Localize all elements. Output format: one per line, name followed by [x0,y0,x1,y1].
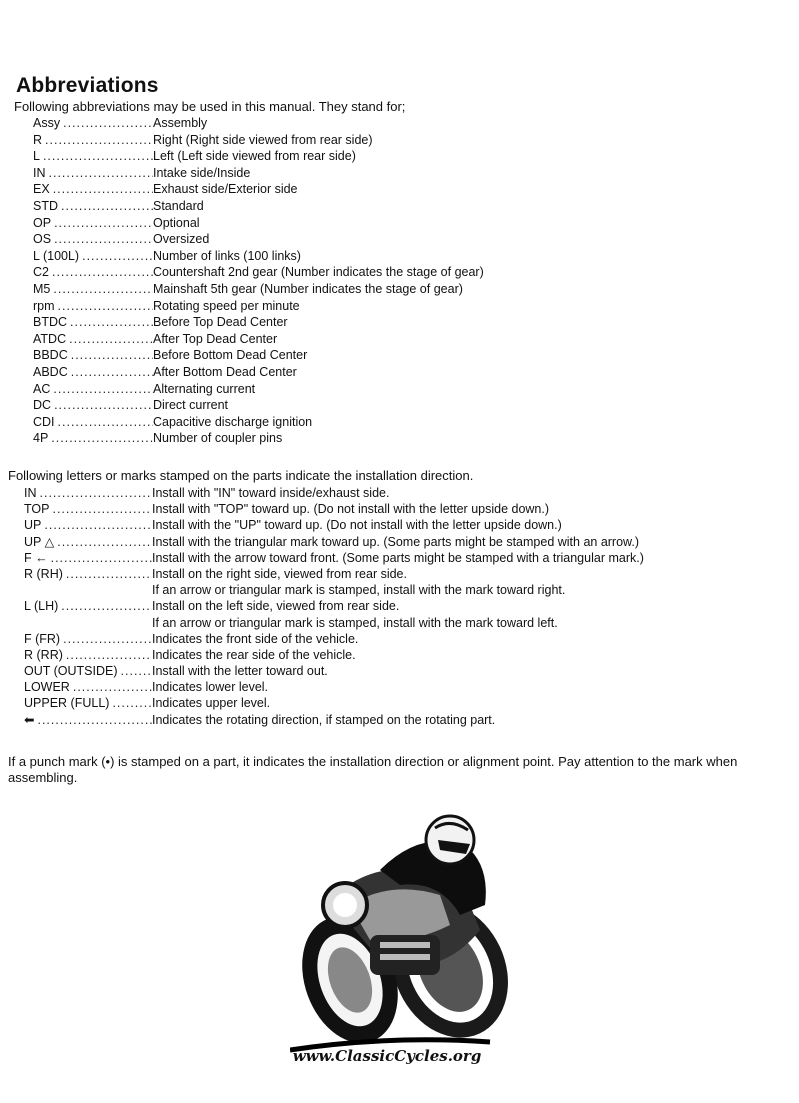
abbreviation-term-cell [33,430,153,447]
leader-dots [71,364,153,381]
abbreviation-row [33,314,593,331]
mark-description: Indicates lower level. [152,680,269,695]
mark-description: Install with the triangular mark toward up. (Some parts might be stamped with an arrow.) [152,534,640,549]
abbreviation-term: DC [33,398,52,413]
abbreviation-term: BBDC [33,348,68,363]
abbreviation-row [33,148,593,165]
abbreviation-row [33,248,593,265]
abbreviation-term-cell [33,132,153,149]
abbreviation-row [33,381,593,398]
leader-dots [54,215,153,232]
mark-description: Install with the arrow toward front. (Some parts might be stamped with a triangular mark.) [152,550,644,565]
mark-term: F (FR) [24,631,61,646]
mark-row [24,485,784,501]
abbreviation-definition: Before Top Dead Center [153,315,288,330]
abbreviation-term-cell [33,281,153,298]
abbreviation-term-cell [33,215,153,232]
mark-term-cell [24,501,152,517]
abbreviation-definition: Exhaust side/Exterior side [153,182,298,197]
abbreviation-row [33,181,593,198]
mark-row [24,501,784,517]
mark-term: UP [24,518,42,533]
abbreviation-term-cell [33,381,153,398]
leader-dots [58,298,153,315]
mark-term-cell [24,679,152,695]
abbreviation-definition: After Bottom Dead Center [153,364,297,379]
abbreviation-term-cell [33,248,153,265]
abbreviation-term-cell [33,198,153,215]
abbreviation-term: Assy [33,116,61,130]
abbreviation-term-cell [33,181,153,198]
abbreviation-definition: Direct current [153,398,229,413]
mark-row [24,598,784,614]
mark-term: UPPER (FULL) [24,696,110,711]
abbreviation-definition: Oversized [153,232,210,247]
abbreviation-row [33,165,593,182]
mark-description: Indicates upper level. [152,696,271,711]
abbreviation-term: ABDC [33,364,68,379]
abbreviation-row [33,132,593,149]
punch-mark-note: If a punch mark (•) is stamped on a part, it indicates the installation direction or alignment point. Pay attention to the mark when assembling. [8,754,738,785]
abbreviation-term-cell [33,115,153,132]
mark-term-cell [24,534,152,550]
mark-row [24,550,784,566]
abbreviation-term-cell [33,331,153,348]
abbreviation-row [33,231,593,248]
leader-dots [53,281,153,298]
leader-dots [53,181,153,198]
abbreviation-row [33,115,593,132]
mark-row [24,534,784,550]
abbreviation-term-cell [33,364,153,381]
leader-dots [57,534,152,550]
mark-description: Install with the letter toward out. [152,664,328,679]
mark-description: Install with the "UP" toward up. (Do not install with the letter upside down.) [152,518,562,533]
abbreviation-term: STD [33,198,58,213]
abbreviation-row [33,331,593,348]
abbreviation-term: C2 [33,265,49,280]
abbreviation-term-cell [33,264,153,281]
marks-list [24,485,784,728]
abbreviation-definition: Number of links (100 links) [153,248,301,263]
mark-term: R (RH) [24,566,63,581]
mark-description: Install on the right side, viewed from rear side. [152,566,407,581]
abbreviation-definition: Before Bottom Dead Center [153,348,308,363]
motorcycle-rider-illustration [290,810,530,1060]
leader-dots [66,647,152,663]
mark-description: Indicates the front side of the vehicle. [152,631,359,646]
mark-description-continued: If an arrow or triangular mark is stamped, install with the mark toward left. [152,615,558,630]
leader-dots [63,631,152,647]
mark-term: ⬅ [24,712,35,727]
abbreviation-definition: Optional [153,215,200,230]
abbreviation-term-cell [33,298,153,315]
mark-description: Install on the left side, viewed from rear side. [152,599,400,614]
abbreviation-definition: Alternating current [153,381,256,396]
abbreviation-term-cell [33,397,153,414]
abbreviation-definition: Countershaft 2nd gear (Number indicates the stage of gear) [153,265,484,280]
mark-term: TOP [24,502,50,517]
leader-dots [54,231,153,248]
leader-dots [70,314,153,331]
mark-row [24,517,784,533]
abbreviation-row [33,414,593,431]
abbreviation-term: M5 [33,281,51,296]
abbreviation-term: ATDC [33,331,67,346]
mark-row [24,663,784,679]
abbreviation-row [33,215,593,232]
leader-dots [82,248,153,265]
mark-term: UP △ [24,534,55,549]
abbreviation-term: OS [33,232,52,247]
page-title: Abbreviations [16,74,159,97]
mark-term: R (RR) [24,647,63,662]
abbreviation-term: L [33,149,40,164]
leader-dots [52,264,153,281]
abbreviation-term-cell [33,347,153,364]
abbreviation-row [33,430,593,447]
mark-term: L (LH) [24,599,59,614]
leader-dots [51,550,152,566]
leader-dots [61,198,153,215]
mark-description: Install with "IN" toward inside/exhaust side. [152,486,390,500]
mark-description: Indicates the rear side of the vehicle. [152,647,356,662]
leader-dots [49,165,154,182]
mark-term: OUT (OUTSIDE) [24,664,118,679]
leader-dots [53,381,153,398]
abbreviation-term: BTDC [33,315,68,330]
mark-term: IN [24,486,37,500]
mark-term-cell [24,663,152,679]
abbreviation-term: rpm [33,298,55,313]
mark-term-cell [24,598,152,614]
mark-term-cell [24,631,152,647]
leader-dots [73,679,152,695]
mark-row [24,582,784,598]
leader-dots [66,566,152,582]
abbreviation-row [33,264,593,281]
mark-row [24,695,784,711]
leader-dots [61,598,152,614]
abbreviation-term-cell [33,148,153,165]
leader-dots [43,148,153,165]
mark-term: F ← [24,550,48,565]
abbreviation-row [33,298,593,315]
abbreviation-definition: Intake side/Inside [153,165,251,180]
mark-row [24,615,784,631]
leader-dots [63,115,153,132]
abbreviation-term-cell [33,165,153,182]
abbreviation-definition: Number of coupler pins [153,431,283,446]
abbreviation-term: 4P [33,431,49,446]
abbreviation-term: EX [33,182,50,197]
abbreviation-definition: After Top Dead Center [153,331,278,346]
mark-row [24,679,784,695]
leader-dots [69,331,153,348]
abbreviations-list [33,115,593,447]
leader-dots [112,695,152,711]
mark-term-cell [24,517,152,533]
abbreviation-term-cell [33,414,153,431]
leader-dots [58,414,153,431]
abbreviation-term-cell [33,314,153,331]
leader-dots [37,712,152,728]
abbreviation-term: L (100L) [33,248,80,263]
abbreviation-term: CDI [33,414,55,429]
abbreviation-definition: Assembly [153,116,208,130]
mark-description: Indicates the rotating direction, if stamped on the rotating part. [152,712,496,727]
abbreviation-definition: Mainshaft 5th gear (Number indicates the stage of gear) [153,281,463,296]
abbreviation-term: IN [33,165,46,180]
abbreviation-term-cell [33,231,153,248]
abbreviation-definition: Standard [153,198,204,213]
leader-dots [71,347,153,364]
mark-term-cell [24,485,152,501]
abbreviation-term: R [33,132,43,147]
mark-term-cell [24,550,152,566]
abbreviation-definition: Rotating speed per minute [153,298,300,313]
abbreviation-definition: Left (Left side viewed from rear side) [153,149,356,164]
mark-row [24,647,784,663]
mark-term: LOWER [24,680,70,695]
leader-dots [52,501,152,517]
abbreviation-definition: Capacitive discharge ignition [153,414,313,429]
mark-term-cell [24,712,152,728]
mark-term-cell [24,695,152,711]
mark-description: Install with "TOP" toward up. (Do not install with the letter upside down.) [152,502,550,517]
abbreviation-row [33,198,593,215]
leader-dots [54,397,153,414]
abbreviation-row [33,364,593,381]
mark-term-cell [24,566,152,582]
leader-dots [44,517,152,533]
mark-row [24,712,784,728]
leader-dots [51,430,153,447]
mark-description-continued: If an arrow or triangular mark is stamped, install with the mark toward right. [152,583,566,598]
website-watermark: www.ClassicCycles.org [292,1047,482,1065]
leader-dots [45,132,153,149]
abbreviation-row [33,281,593,298]
abbreviation-term: AC [33,381,51,396]
mark-term-cell [24,647,152,663]
mark-row [24,566,784,582]
abbreviation-term: OP [33,215,52,230]
abbreviation-definition: Right (Right side viewed from rear side) [153,132,373,147]
abbreviation-row [33,347,593,364]
marks-intro: Following letters or marks stamped on the parts indicate the installation direction. [8,468,474,483]
leader-dots [40,485,153,501]
abbreviations-intro: Following abbreviations may be used in this manual. They stand for; [14,99,406,114]
mark-row [24,631,784,647]
leader-dots [121,663,152,679]
abbreviation-row [33,397,593,414]
